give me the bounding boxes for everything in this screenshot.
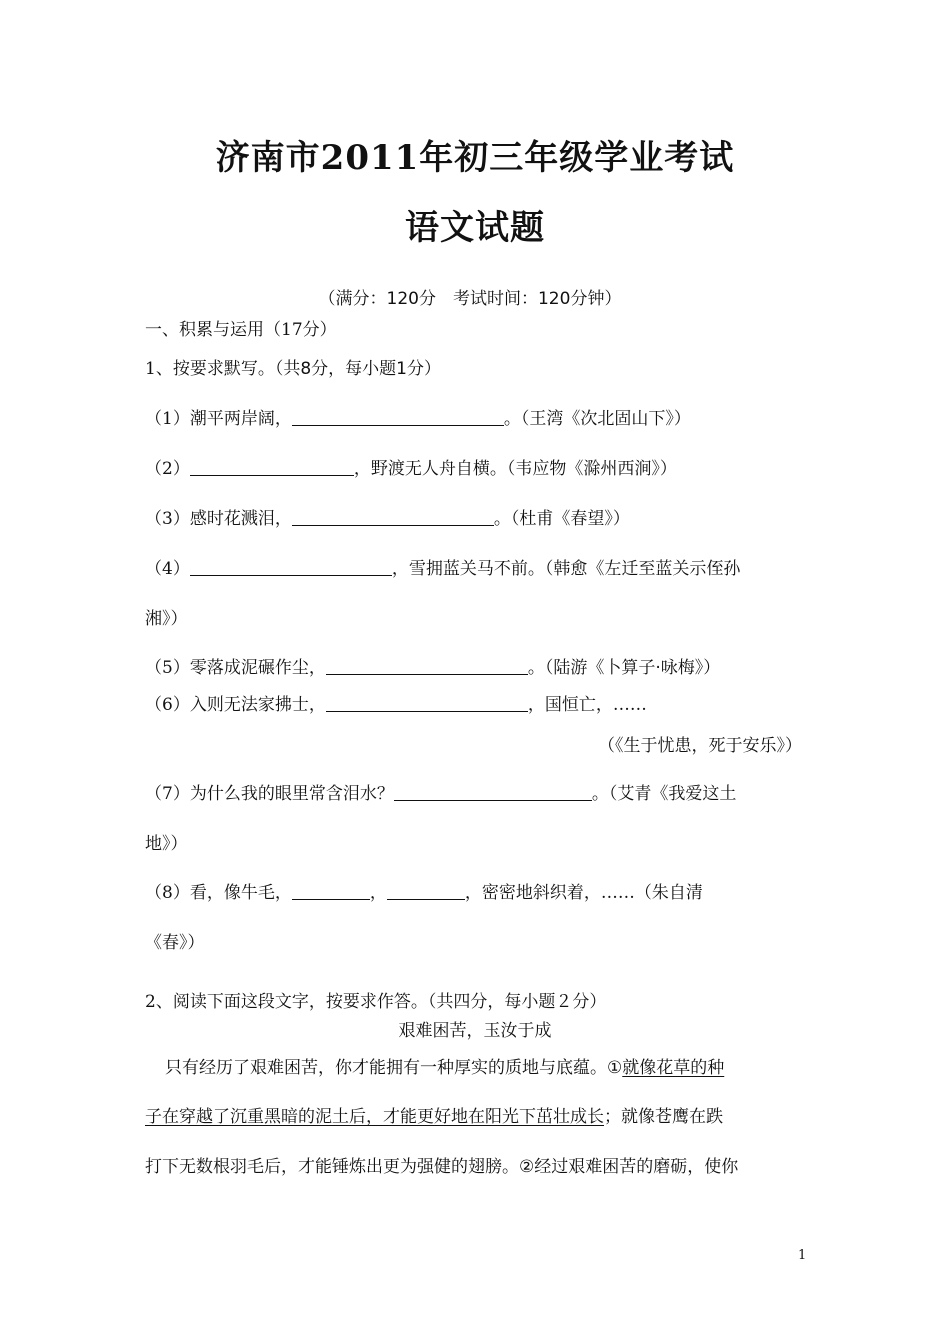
answer-blank[interactable] — [387, 881, 465, 900]
question-1-prompt: 1、按要求默写。（共8分，每小题1分） — [145, 359, 441, 379]
answer-blank[interactable] — [190, 457, 354, 476]
answer-blank[interactable] — [326, 656, 528, 675]
exam-subtitle: 语文试题 — [405, 208, 545, 248]
answer-blank[interactable] — [394, 782, 592, 801]
page-number: 1 — [798, 1248, 807, 1263]
q1-item-4: （4） ，雪拥蓝关马不前。（韩愈《左迁至蓝关示侄孙 — [145, 559, 741, 579]
passage-line-2: 子在穿越了沉重黑暗的泥土后，才能更好地在阳光下茁壮成长；就像苍鹰在跌 — [145, 1107, 723, 1127]
question-2-prompt: 2、阅读下面这段文字，按要求作答。（共四分，每小题２分） — [145, 992, 607, 1012]
answer-blank[interactable] — [292, 507, 494, 526]
answer-blank[interactable] — [190, 557, 392, 576]
exam-title: 济南市2011年初三年级学业考试 — [215, 138, 735, 178]
answer-blank[interactable] — [326, 693, 528, 712]
q1-item-2: （2） ，野渡无人舟自横。（韦应物《滁州西涧》） — [145, 459, 677, 479]
answer-blank[interactable] — [292, 881, 370, 900]
q1-item-7: （7）为什么我的眼里常含泪水？ 。（艾青《我爱这土 — [145, 784, 737, 804]
exam-info: （满分：120分 考试时间：120分钟） — [318, 289, 622, 309]
q1-item-3: （3）感时花溅泪， 。（杜甫《春望》） — [145, 509, 630, 529]
q1-item-8: （8）看，像牛毛， ， ，密密地斜织着，……（朱自清 — [145, 883, 703, 903]
passage-line-3: 打下无数根羽毛后，才能锤炼出更为强健的翅膀。②经过艰难困苦的磨砺，使你 — [145, 1157, 739, 1177]
section-heading: 一、积累与运用（17分） — [145, 320, 337, 340]
q1-item-1: （1）潮平两岸阔， 。（王湾《次北固山下》） — [145, 409, 691, 429]
q1-item-6: （6）入则无法家拂士， ，国恒亡，…… — [145, 695, 647, 715]
answer-blank[interactable] — [292, 407, 504, 426]
q1-item-7-source-cont: 地》） — [145, 834, 188, 854]
q1-item-8-source-cont: 《春》） — [145, 933, 205, 953]
q1-item-5: （5）零落成泥碾作尘， 。（陆游《卜算子·咏梅》） — [145, 658, 721, 678]
passage-title: 艰难困苦，玉汝于成 — [398, 1021, 552, 1041]
passage-line-1: 只有经历了艰难困苦，你才能拥有一种厚实的质地与底蕴。①就像花草的种 — [165, 1058, 725, 1078]
q1-item-6-source: （《生于忧患，死于安乐》） — [598, 736, 802, 756]
q1-item-4-source-cont: 湘》） — [145, 609, 188, 629]
